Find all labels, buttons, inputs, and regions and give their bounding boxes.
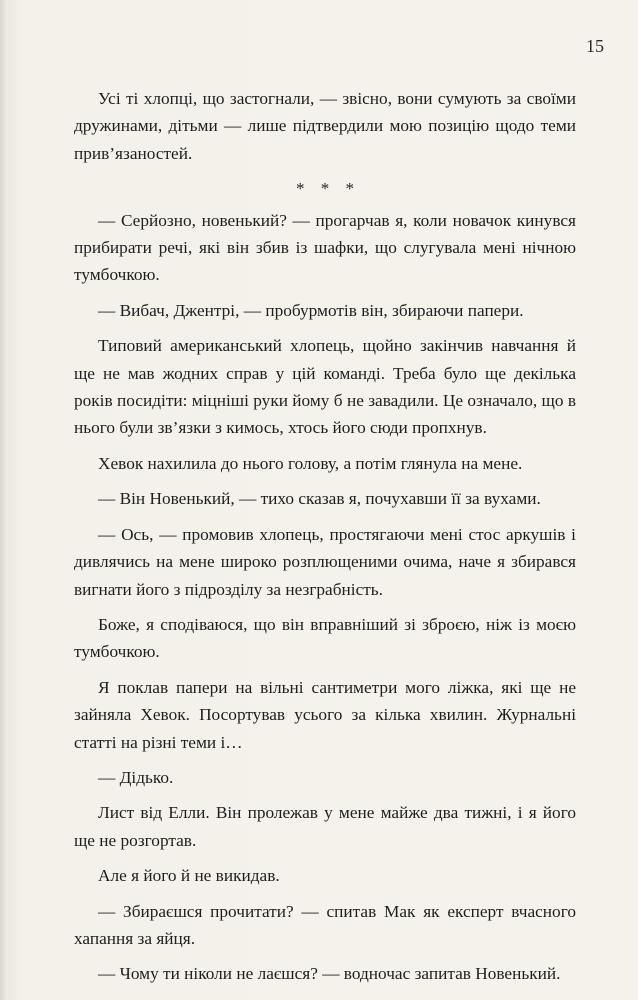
page-number: 15 <box>586 36 604 56</box>
paragraph: Боже, я сподіваюся, що він вправніший зі зброєю, ніж із моєю тумбочкою. <box>74 614 576 662</box>
paragraph: — Збираєшся прочитати? — спитав Мак як експерт вчасного хапання за яйця. <box>74 901 576 948</box>
paragraph: Я поклав папери на вільні сантиметри мого ліжка, які ще не зайняла Хевок. Посортував усього за кілька хвилин. Журнальні статті на різні теми і… <box>74 677 576 752</box>
paragraph: Лист від Елли. Він пролежав у мене майже два тижні, і я його ще не розгортав. <box>74 803 576 850</box>
section-separator: * * * <box>296 179 360 199</box>
paragraph: Але я його й не викидав. <box>98 866 280 886</box>
paragraph: Типовий американський хлопець, щойно закінчив навчання й ще не мав жодних справ у цій команді. Треба було ще декілька років посидіти: міцніші руки йому б не завадили. Це означало, що в нього були зв’язки з кимось, хтось його сюди пропхнув. <box>74 336 576 438</box>
paragraph: — Серйозно, новенький? — прогарчав я, коли новачок кинувся прибирати речі, які він збив із шафки, що слугувала мені нічною тумбочкою. <box>74 210 576 285</box>
body-text <box>74 85 576 988</box>
paragraph: — Вибач, Джентрі, — пробурмотів він, збираючи папери. <box>98 300 524 320</box>
paragraph: Хевок нахилила до нього голову, а потім глянула на мене. <box>98 453 523 473</box>
paragraph: — Дідько. <box>98 767 174 787</box>
paragraph: Усі ті хлопці, що застогнали, — звісно, вони сумують за своїми дружинами, дітьми — лише підтвердили мою позицію щодо теми прив’язаностей. <box>74 89 576 163</box>
paragraph: — Він Новенький, — тихо сказав я, почухавши її за вухами. <box>98 489 541 509</box>
paragraph: — Чому ти ніколи не лаєшся? — водночас запитав Новенький. <box>98 964 561 984</box>
paragraph: — Ось, — промовив хлопець, простягаючи мені стос аркушів і дивлячись на мене широко розплющеними очима, наче я збирався вигнати його з підрозділу за незграбність. <box>74 524 576 599</box>
